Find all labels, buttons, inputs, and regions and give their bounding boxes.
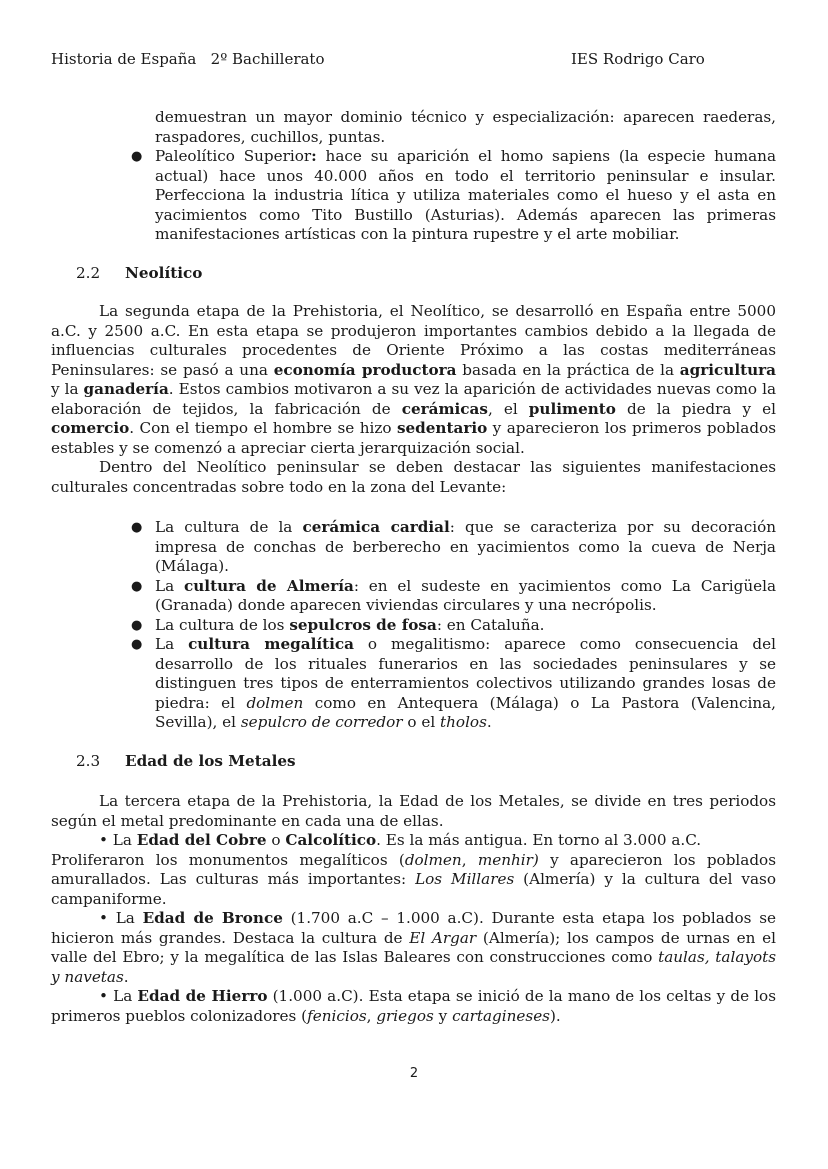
header-school: IES Rodrigo Caro [571, 50, 705, 68]
list-item-sepulcros-fosa: ● La cultura de los sepulcros de fosa: en Cataluña. [131, 615, 545, 634]
neolitico-paragraph-1: La segunda etapa de la Prehistoria, el Neolítico, se desarrolló en España entre 5000 a.C. y 2500 a.C. En esta etapa se produjeron importantes cambios debido a la llegada de influencias culturales procedentes de Oriente Próximo a las costas mediterráneas Peninsulares: se pasó a una economía productora basada en la práctica de la agricultura y la ganadería. Estos cambios motivaron a su vez la aparición de actividades nuevas como la elaboración de tejidos, la fabricación de cerámicas, el pulimento de la piedra y el comercio. Con el tiempo el hombre se hizo sedentario y aparecieron los primeros poblados estables y se comenzó a apreciar cierta jerarquización social. [51, 302, 777, 457]
metales-bronce: • La Edad de Bronce (1.700 a.C – 1.000 a.C). Durante esta etapa los poblados se hicieron más grandes. Destaca la cultura de El Argar (Almería); los campos de urnas en el valle del Ebro; y la megalítica de las Islas Baleares con construcciones como taulas, talayots y navetas. [51, 909, 777, 986]
section-title: Neolítico [125, 264, 203, 282]
bullet-icon: ● [131, 617, 143, 633]
bullet-icon: ● [131, 149, 143, 164]
section-number: 2.3 [76, 752, 101, 770]
metales-cobre-detail: Proliferaron los monumentos megalíticos (dolmen, menhir) y aparecieron los poblados amurallados. Las culturas más importantes: Los Millares (Almería) y la cultura del vaso campaniforme. [51, 850, 776, 908]
section-number: 2.2 [76, 264, 101, 282]
metales-body [51, 792, 776, 1026]
metales-paragraph-1: La tercera etapa de la Prehistoria, la Edad de los Metales, se divide en tres periodos según el metal predominante en cada una de ellas. [51, 792, 776, 830]
paleo-sup-label: Paleolítico Superior [155, 147, 312, 165]
list-item-megalitica: ● La cultura megalítica o megalitismo: aparece como consecuencia del desarrollo de los rituales funerarios en las sociedades peninsulares y se distinguen tres tipos de enterramientos colectivos utilizando grandes losas de piedra: el dolmen como en Antequera (Málaga) o La Pastora (Valencina, Sevilla), el sepulcro de corredor o el tholos. [131, 635, 776, 731]
bullet-icon: ● [131, 520, 143, 535]
section-title: Edad de los Metales [125, 752, 296, 770]
list-item-almeria: ● La cultura de Almería: en el sudeste en yacimientos como La Carigüela (Granada) donde aparecen viviendas circulares y una necrópolis. [131, 576, 777, 614]
paleo-sup-text: hace su aparición el homo sapiens (la especie humana actual) hace unos 40.000 años en todo el territorio peninsular e insular. Perfecciona la industria lítica y utiliza materiales como el hueso y el asta en yacimientos como Tito Bustillo (Asturias). Además aparecen las primeras manifestaciones artísticas con la pintura rupestre y el arte mobiliar. [155, 147, 777, 243]
neolitico-list [131, 518, 777, 733]
continuation-text: demuestran un mayor dominio técnico y especialización: aparecen raederas, raspadores, cuchillos, puntas. [155, 108, 776, 146]
neolitico-body [51, 302, 776, 497]
list-item-ceramica-cardial: ● La cultura de la cerámica cardial: que se caracteriza por su decoración impresa de conchas de berberecho en yacimientos como la cueva de Nerja (Málaga). [131, 518, 776, 575]
neolitico-paragraph-2: Dentro del Neolítico peninsular se deben destacar las siguientes manifestaciones culturales concentradas sobre todo en la zona del Levante: [51, 458, 776, 496]
bullet-icon: ● [131, 637, 143, 652]
section-heading-metales [76, 752, 296, 771]
paleo-sup-colon: : [311, 147, 317, 165]
page-number: 2 [409, 1066, 419, 1081]
paleolithic-continuation [131, 108, 777, 245]
metales-hierro: • La Edad de Hierro (1.000 a.C). Esta etapa se inició de la mano de los celtas y de los primeros pueblos colonizadores (fenicios, griegos y cartagineses). [51, 987, 776, 1025]
metales-cobre: • La Edad del Cobre o Calcolítico. Es la más antigua. En torno al 3.000 a.C. [99, 831, 702, 849]
list-item-paleolitico-superior [131, 147, 777, 245]
header-course: Historia de España 2º Bachillerato [51, 50, 325, 68]
bullet-icon: ● [131, 578, 143, 594]
section-heading-neolitico [76, 264, 202, 283]
